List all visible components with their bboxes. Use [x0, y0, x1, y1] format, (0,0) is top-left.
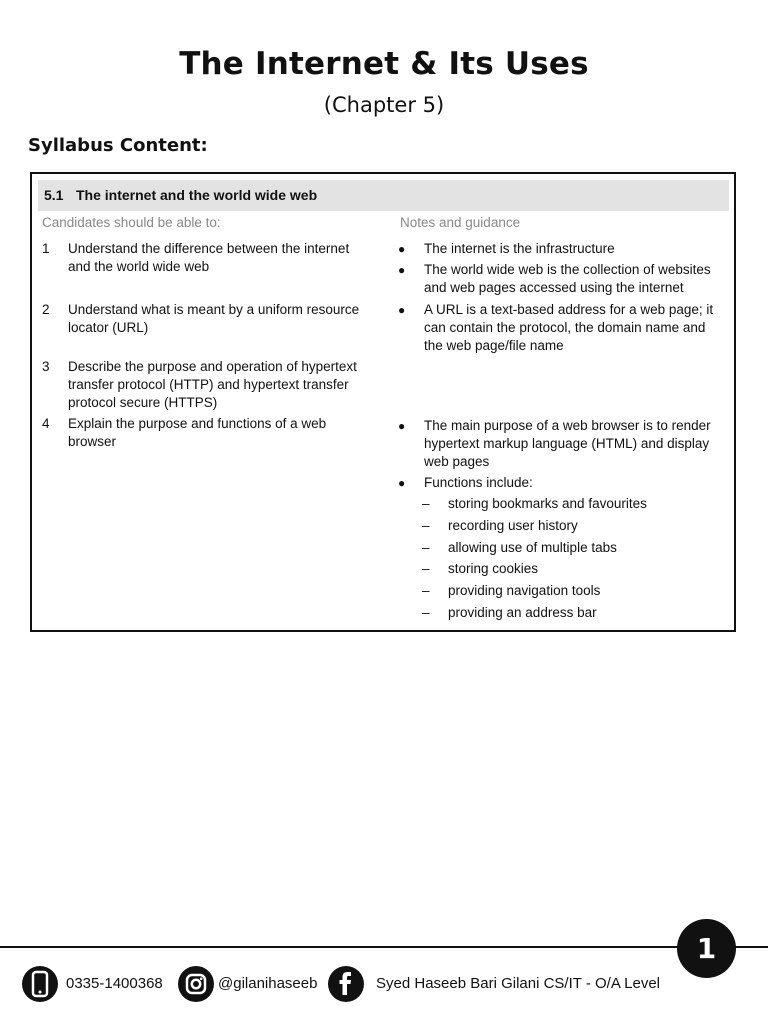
instagram-icon — [178, 966, 214, 1002]
dash-icon: – — [422, 518, 430, 533]
syllabus-table — [30, 172, 736, 632]
bullet-icon: ● — [398, 242, 406, 256]
page-number: 1 — [677, 919, 736, 978]
function-text: storing bookmarks and favourites — [448, 496, 647, 511]
function-text: recording user history — [448, 518, 578, 533]
column-header-right: Notes and guidance — [400, 215, 521, 230]
dash-icon: – — [422, 540, 430, 555]
function-text: providing an address bar — [448, 605, 597, 620]
item-text: Describe the purpose and operation of hypertext transfer protocol (HTTP) and hypertext transfer protocol secure (HTTPS) — [68, 359, 357, 410]
bullet-icon: ● — [398, 263, 406, 277]
item-text: Explain the purpose and functions of a web browser — [68, 416, 327, 449]
facebook-icon — [328, 966, 364, 1002]
item-number: 1 — [42, 241, 50, 256]
item-text: Understand what is meant by a uniform resource locator (URL) — [68, 302, 360, 335]
footer-divider — [0, 946, 768, 948]
dash-icon: – — [422, 496, 430, 511]
phone-number: 0335-1400368 — [66, 975, 163, 992]
function-text: providing navigation tools — [448, 583, 601, 598]
section-title: The internet and the world wide web — [76, 187, 318, 203]
note-text: A URL is a text-based address for a web page; it can contain the protocol, the domain name and the web page/file name — [424, 302, 714, 353]
syllabus-heading: Syllabus Content: — [28, 135, 208, 156]
bullet-icon: ● — [398, 419, 406, 433]
column-header-left: Candidates should be able to: — [42, 215, 221, 230]
dash-icon: – — [422, 583, 430, 598]
instagram-handle: @gilanihaseeb — [218, 975, 318, 992]
dash-icon: – — [422, 561, 430, 576]
note-text: The main purpose of a web browser is to render hypertext markup language (HTML) and display web pages — [424, 418, 711, 469]
dash-icon: – — [422, 605, 430, 620]
phone-icon — [22, 966, 58, 1002]
item-text: Understand the difference between the internet and the world wide web — [68, 241, 350, 274]
item-number: 4 — [42, 416, 50, 431]
item-number: 3 — [42, 359, 50, 374]
bullet-icon: ● — [398, 303, 406, 317]
section-header — [38, 180, 729, 211]
author-name: Syed Haseeb Bari Gilani CS/IT - O/A Level — [376, 975, 661, 992]
function-text: allowing use of multiple tabs — [448, 540, 617, 555]
note-text: Functions include: — [424, 475, 533, 490]
chapter-subtitle: (Chapter 5) — [323, 93, 445, 117]
note-text: The world wide web is the collection of websites and web pages accessed using the internet — [424, 262, 711, 295]
page-title: The Internet & Its Uses — [179, 46, 589, 82]
item-number: 2 — [42, 302, 50, 317]
function-text: storing cookies — [448, 561, 539, 576]
note-text: The internet is the infrastructure — [424, 241, 615, 256]
section-number: 5.1 — [44, 187, 64, 203]
bullet-icon: ● — [398, 476, 406, 490]
